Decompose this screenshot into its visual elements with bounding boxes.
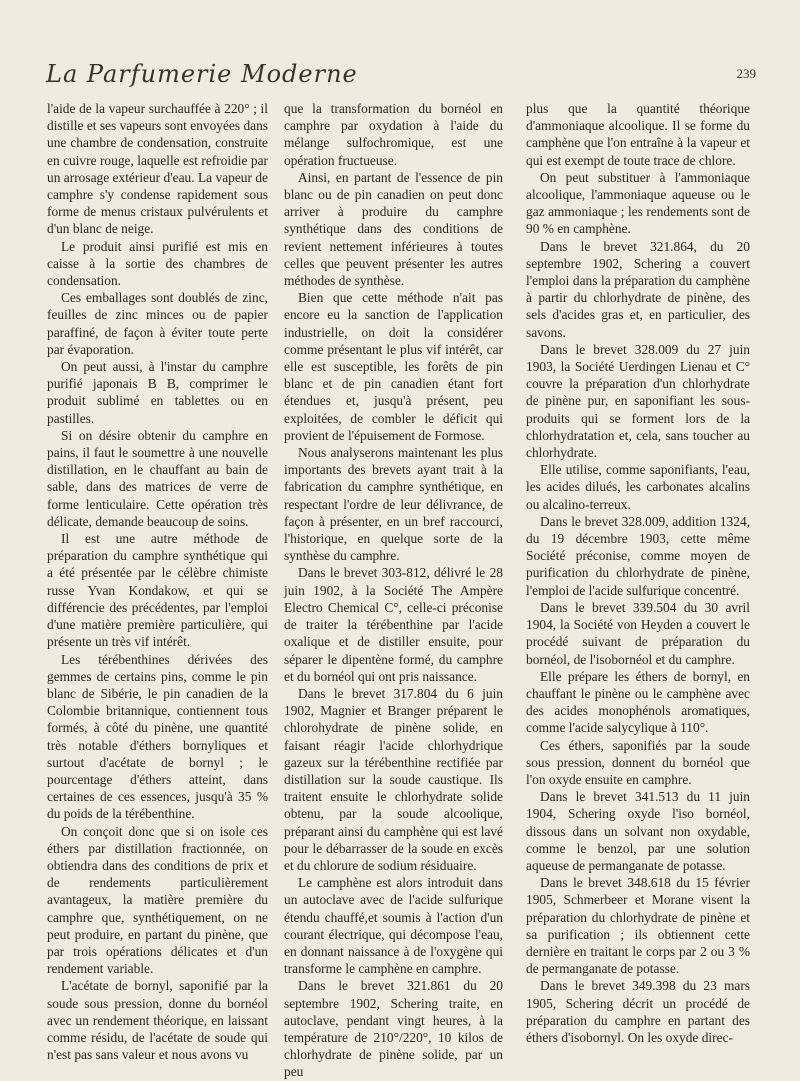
paragraph: Dans le brevet 328.009, addition 1324, du 19 décembre 1903, cette même Société préconise, comme moyen de purification du chlorhydrate de pinène, l'emploi de l'acide sulfurique concentré. bbox=[526, 513, 750, 598]
paragraph: Elle utilise, comme saponifiants, l'eau, les acides dilués, les carbonates alcalins ou alcalino-terreux. bbox=[526, 462, 750, 512]
column-1 bbox=[47, 100, 268, 1063]
paragraph: Dans le brevet 303-812, délivré le 28 juin 1902, à la Société The Ampère Electro Chemical C°, celle-ci préconise de traiter la térébenthine par l'acide oxalique et de distiller ensuite, pour séparer le dipentène formé, du camphre et du bornéol qui ont pris naissance. bbox=[284, 565, 503, 684]
paragraph: Dans le brevet 349.398 du 23 mars 1905, Schering décrit un procédé de préparation du camphre en partant des éthers d'isobornyl. On les oxyde direc- bbox=[526, 978, 750, 1045]
paragraph: Ces éthers, saponifiés par la soude sous pression, donnent du bornéol que l'on oxyde ensuite en camphre. bbox=[526, 737, 750, 787]
paragraph: Ces emballages sont doublés de zinc, feuilles de zinc minces ou de papier paraffiné, de façon à éviter toute perte par évaporation. bbox=[47, 290, 268, 357]
paragraph: Le camphène est alors introduit dans un autoclave avec de l'acide sulfurique étendu chauffé,et soumis à l'action d'un courant électrique, qui décompose l'eau, en donnant naissance à de l'oxygène qui transforme le camphène en camphre. bbox=[284, 875, 503, 977]
page-header bbox=[46, 58, 756, 92]
paragraph: Le produit ainsi purifié est mis en caisse à la sortie des chambres de condensation. bbox=[47, 238, 268, 289]
paragraph: Nous analyserons maintenant les plus importants des brevets ayant trait à la fabrication du camphre synthétique, en respectant l'ordre de leur délivrance, de façon à présenter, en un bref raccourci, l'historique, en quelque sorte de la synthèse du camphre. bbox=[284, 445, 503, 564]
paragraph: plus que la quantité théorique d'ammoniaque alcoolique. Il se forme du camphène que l'on entraîne à la vapeur et qui est exempt de toute trace de chlore. bbox=[526, 101, 750, 168]
paragraph: L'acétate de bornyl, saponifié par la soude sous pression, donne du bornéol avec un rendement théorique, en laissant comme résidu, de l'acétate de soude qui n'est pas sans valeur et nous avons vu bbox=[47, 978, 268, 1063]
paragraph: Ainsi, en partant de l'essence de pin blanc ou de pin canadien on peut donc arriver à produire du camphre synthétique dans des conditions de revient nettement inférieures à toutes celles que peuvent présenter les autres méthodes de synthèse. bbox=[284, 169, 503, 289]
paragraph: Dans le brevet 321.861 du 20 septembre 1902, Schering traite, en autoclave, pendant vingt heures, à la température de 210°/220°, 10 kilos de chlorhydrate de pinène solide, par un peu bbox=[284, 978, 503, 1080]
page-number: 239 bbox=[736, 66, 756, 81]
paragraph: Elle prépare les éthers de bornyl, en chauffant le pinène ou le camphène avec des acides monophénols aromatiques, comme l'acide salycylique à 110°. bbox=[526, 668, 750, 736]
paragraph: Si on désire obtenir du camphre en pains, il faut le soumettre à une nouvelle distillation, en le chauffant au bain de sable, dans des matrices de verre de forme lenticulaire. Cette opération très délicate, demande beaucoup de soins. bbox=[47, 427, 268, 529]
paragraph: Bien que cette méthode n'ait pas encore eu la sanction de l'application industrielle, on doit la considérer comme présentant le plus vif intérêt, car elle est susceptible, les forêts de pin blanc et de pin canadien étant fort étendues et, jusqu'à présent, peu exploitées, de combler le déficit qui provient de l'épuisement de Formose. bbox=[284, 290, 503, 443]
paragraph: Dans le brevet 348.618 du 15 février 1905, Schmerbeer et Morane visent la préparation du chlorhydrate de pinène et sa purification ; ils obtiennent cette dernière en traitant le corps par 2 ou 3 % de permanganate de potasse. bbox=[526, 875, 750, 977]
paragraph: que la transformation du bornéol en camphre par oxydation à l'aide du mélange sulfochromique, est une opération fructueuse. bbox=[284, 101, 503, 168]
column-3 bbox=[526, 100, 750, 1045]
paragraph: On peut substituer à l'ammoniaque alcoolique, l'ammoniaque aqueuse ou le gaz ammoniaque ; les rendements sont de 90 % en camphène. bbox=[526, 169, 750, 237]
paragraph: Dans le brevet 321.864, du 20 septembre 1902, Schering a couvert l'emploi dans la préparation du camphène à partir du chlorhydrate de pinène, des sels d'acides gras et, en particulier, des savons. bbox=[526, 238, 750, 340]
column-2 bbox=[284, 100, 503, 1080]
paragraph: l'aide de la vapeur surchauffée à 220° ; il distille et ses vapeurs sont envoyées dans une chambre de condensation, construite en cuivre rouge, laquelle est refroidie par un arrosage extérieur d'eau. La vapeur de camphre s'y condense rapidement sous forme de menus cristaux pulvérulents et d'un blanc de neige. bbox=[47, 101, 268, 237]
paragraph: Dans le brevet 341.513 du 11 juin 1904, Schering oxyde l'iso bornéol, dissous dans un solvant non oxydable, comme le benzol, par une solution aqueuse de permanganate de potasse. bbox=[526, 789, 750, 873]
paragraph: Dans le brevet 317.804 du 6 juin 1902, Magnier et Branger préparent le chlorohydrate de pinène solide, en faisant réagir l'acide chlorhydrique gazeux sur la térébenthine rectifiée par distillation sur la soude caustique. Ils traitent ensuite le chlorhydrate solide obtenu, par la soude alcoolique, préparant ainsi du camphène qui est lavé pour le débarrasser de la soude en excès et du chlorure de sodium résiduaire. bbox=[284, 685, 503, 873]
text-columns bbox=[47, 100, 757, 1080]
paragraph: Les térébenthines dérivées des gemmes de certains pins, comme le pin blanc de Sibérie, le pin canadien de la Colombie britannique, contiennent tous formés, à côté du pinène, une quantité très notable d'éthers bornyliques et surtout d'acétate de bornyl ; le pourcentage d'éthers atteint, dans certaines de ces essences, jusqu'à 35 % du poids de la térébenthine. bbox=[47, 651, 268, 822]
paragraph: Il est une autre méthode de préparation du camphre synthétique qui a été présentée par le célèbre chimiste russe Yvan Kondakow, et qui se différencie des précédentes, par l'emploi d'une matière première particulière, qui présente un très vif intérêt. bbox=[47, 531, 268, 650]
paragraph: On conçoit donc que si on isole ces éthers par distillation fractionnée, on obtiendra dans des conditions de prix et de rendements particulièrement avantageux, la matière première du camphre que, synthétiquement, on ne peut produire, en partant du pinène, que par trois opérations délicates et d'un rendement variable. bbox=[47, 823, 268, 977]
paragraph: On peut aussi, à l'instar du camphre purifié japonais B B, comprimer le produit sublimé en tablettes ou en pastilles. bbox=[47, 359, 268, 426]
paragraph: Dans le brevet 328.009 du 27 juin 1903, la Société Uerdingen Lienau et C° couvre la préparation d'un chlorhydrate de pinène pur, en saponifiant les sous-produits qui se forment lors de la chlorhydratation et, cela, sans toucher au chlorhydrate. bbox=[526, 341, 750, 461]
journal-title: La Parfumerie Moderne bbox=[46, 60, 358, 88]
paragraph: Dans le brevet 339.504 du 30 avril 1904, la Société von Heyden a couvert le procédé suivant de préparation du bornéol, de l'isobornéol et du camphre. bbox=[526, 599, 750, 667]
